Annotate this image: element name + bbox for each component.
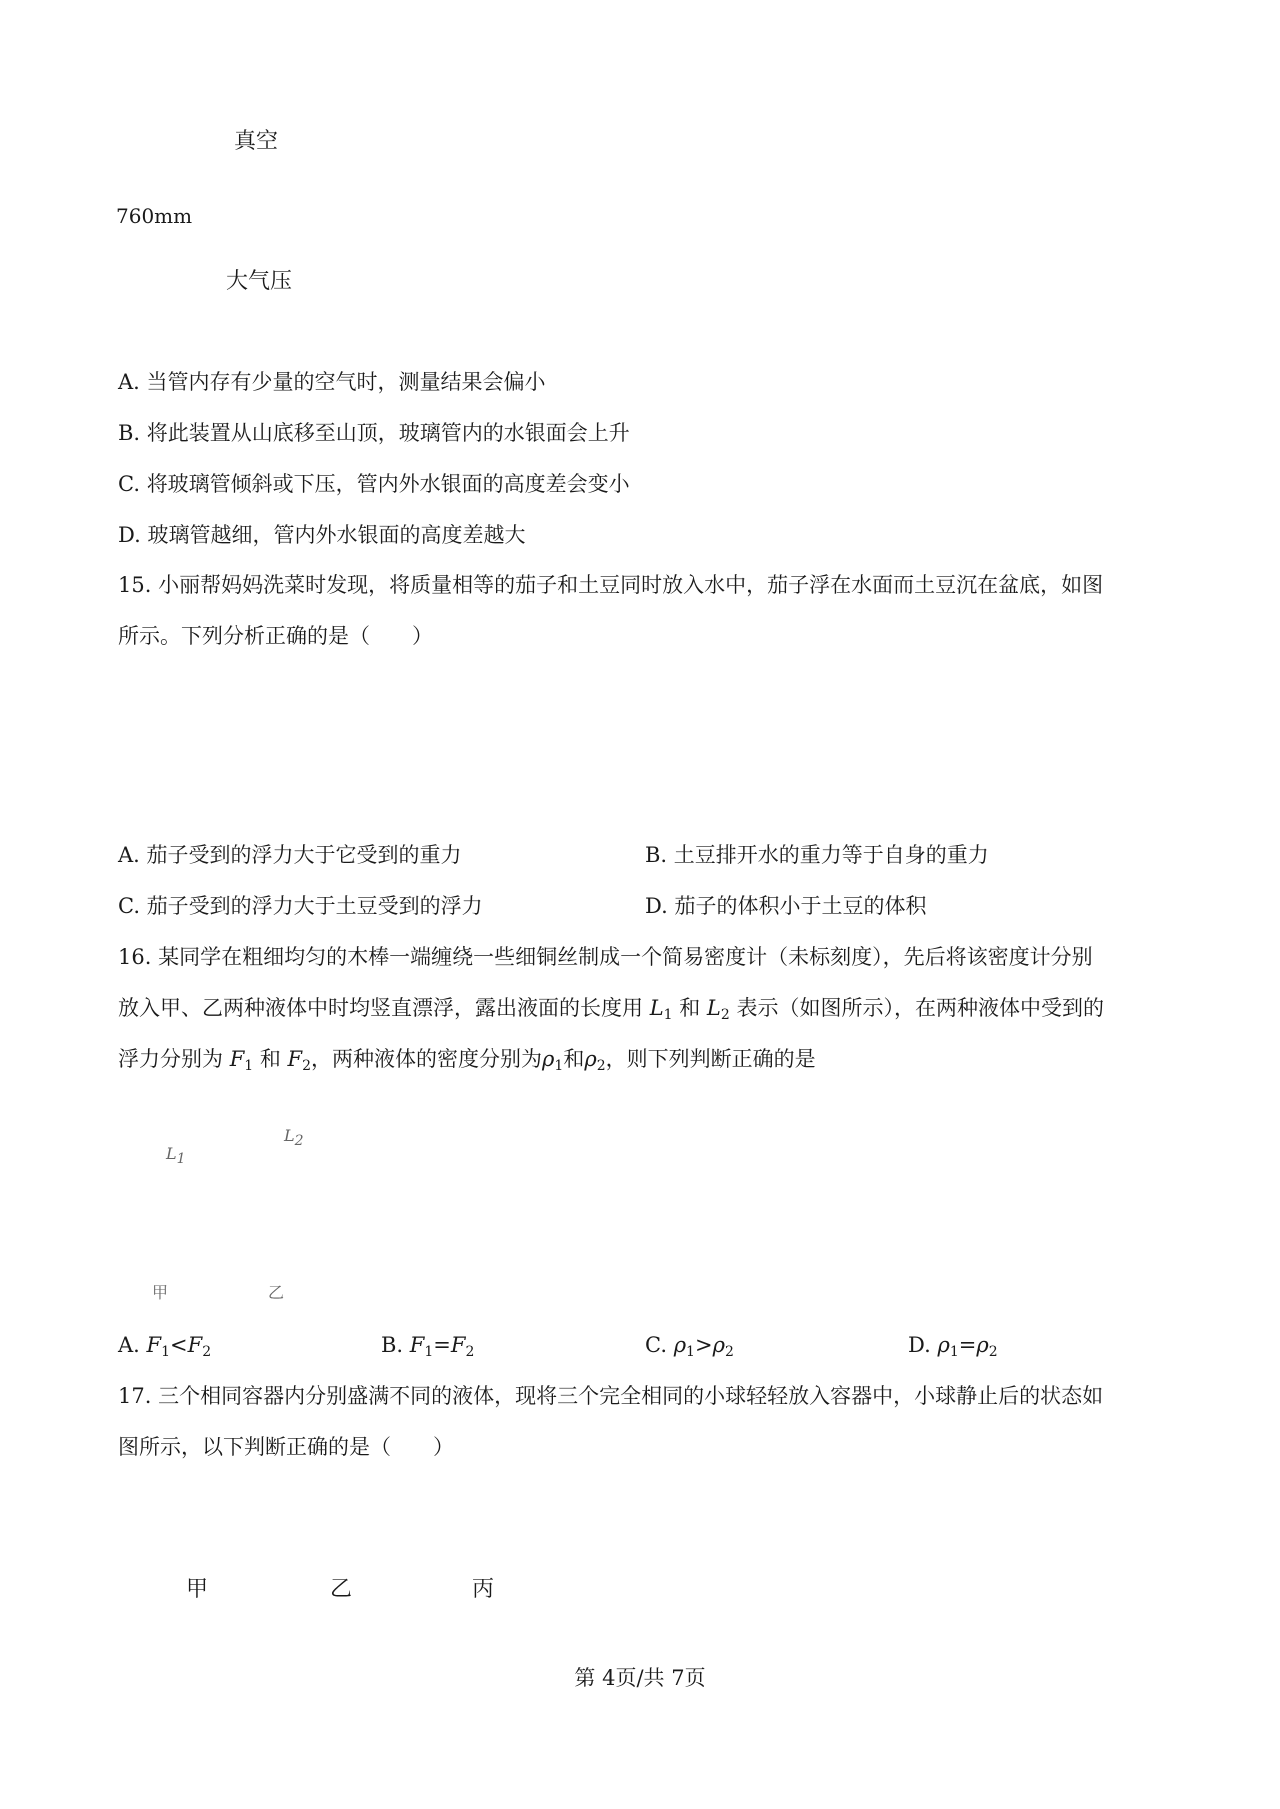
q16-option-d: D. $\rho_1=\rho_2$ [908, 1333, 998, 1360]
fig-yi-label: 乙 [268, 1283, 285, 1302]
q16-option-c: C. $\rho_1>\rho_2$ [645, 1333, 734, 1360]
page-number: 第 4页/共 7页 [574, 1666, 706, 1690]
q15-option-a: A. 茄子受到的浮力大于它受到的重力 [118, 843, 462, 867]
q15-stem-line2: 所示。下列分析正确的是（ ） [118, 624, 433, 648]
vacuum-label: 真空 [234, 129, 279, 154]
q16-option-a: A. $F_1<F_2$ [118, 1333, 212, 1360]
q15-option-b: B. 土豆排开水的重力等于自身的重力 [645, 843, 989, 867]
container-label-jia: 甲 [186, 1577, 209, 1602]
option-d: D. 玻璃管越细，管内外水银面的高度差越大 [118, 523, 526, 547]
fig-l1-label: L1 [166, 1144, 186, 1167]
option-a: A. 当管内存有少量的空气时，测量结果会偏小 [118, 370, 546, 394]
fig-jia-label: 甲 [152, 1283, 169, 1302]
q17-stem-line2: 图所示，以下判断正确的是（ ） [118, 1435, 454, 1459]
container-label-yi: 乙 [330, 1577, 353, 1602]
q16-stem-line2: 放入甲、乙两种液体中时均竖直漂浮，露出液面的长度用 $L_1$ 和 $L_2$ 表示（如图所示），在两种液体中受到的 [118, 996, 1104, 1023]
q15-option-c: C. 茄子受到的浮力大于土豆受到的浮力 [118, 894, 483, 918]
option-b: B. 将此装置从山底移至山顶，玻璃管内的水银面会上升 [118, 421, 630, 445]
q16-stem-line1: 16. 某同学在粗细均匀的木棒一端缠绕一些细铜丝制成一个简易密度计（未标刻度），先后将该密度计分别 [118, 945, 1093, 969]
q17-stem-line1: 17. 三个相同容器内分别盛满不同的液体，现将三个完全相同的小球轻轻放入容器中，小球静止后的状态如 [118, 1384, 1104, 1408]
container-label-bing: 丙 [472, 1577, 495, 1602]
pressure-label: 大气压 [226, 269, 293, 294]
q16-stem-line3: 浮力分别为 $F_1$ 和 $F_2$，两种液体的密度分别为$\rho_1$和$\rho_2$，则下列判断正确的是 [118, 1047, 816, 1074]
height-label: 760mm [116, 204, 193, 228]
q15-option-d: D. 茄子的体积小于土豆的体积 [645, 894, 927, 918]
q16-option-b: B. $F_1=F_2$ [381, 1333, 475, 1360]
option-c: C. 将玻璃管倾斜或下压，管内外水银面的高度差会变小 [118, 472, 630, 496]
q15-stem-line1: 15. 小丽帮妈妈洗菜时发现，将质量相等的茄子和土豆同时放入水中，茄子浮在水面而土豆沉在盆底，如图 [118, 573, 1104, 597]
fig-l2-label: L2 [284, 1126, 304, 1149]
